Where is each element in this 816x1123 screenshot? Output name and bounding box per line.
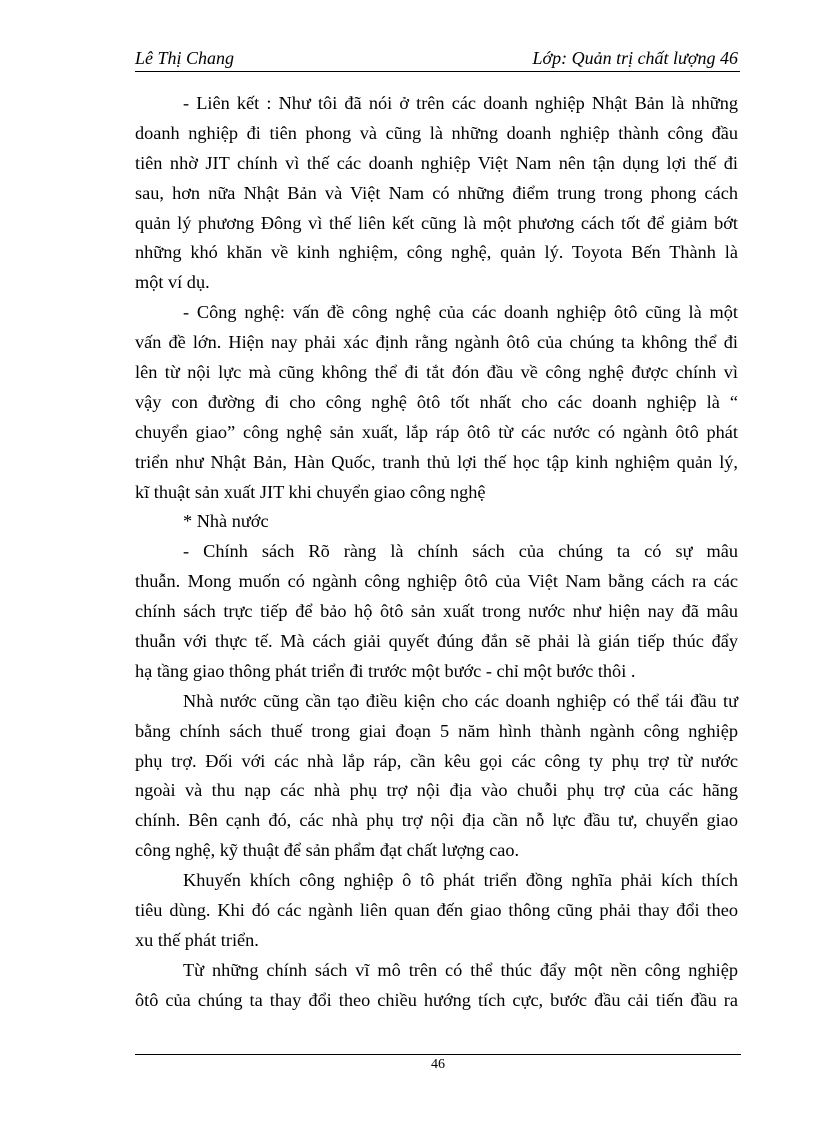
text-line: * Nhà nước	[183, 511, 269, 532]
paragraph	[135, 507, 738, 537]
text-line: chính sách trực tiếp để bảo hộ ôtô sản xuất trong nước như hiện nay đã mâu	[135, 601, 738, 622]
text-line: tiêu dùng. Khi đó các ngành liên quan đến giao thông cũng phải thay đổi theo	[135, 900, 738, 921]
page-number: 46	[431, 1057, 445, 1072]
text-line: ôtô của chúng ta thay đổi theo chiều hướng tích cực, bước đầu cải tiến đầu ra	[135, 989, 738, 1010]
text-line: lên từ nội lực mà cũng không thể đi tắt đón đầu về công nghệ được chính vì	[135, 362, 738, 383]
text-line: vấn đề lớn. Hiện nay phải xác định rằng ngành ôtô của chúng ta không thể đi	[135, 332, 738, 353]
text-line: chính. Bên cạnh đó, các nhà phụ trợ nội địa cần nỗ lực đầu tư, chuyển giao	[135, 810, 738, 831]
footer-rule	[135, 1054, 741, 1055]
paragraph	[135, 687, 738, 866]
text-line: công nghệ, kỹ thuật để sản phẩm đạt chất lượng cao.	[135, 840, 520, 861]
text-line: chuyển giao” công nghệ sản xuất, lắp ráp ôtô từ các nước có ngành ôtô phát	[135, 421, 738, 442]
text-line: những khó khăn về kinh nghiệm, công nghệ, quản lý. Toyota Bến Thành là	[135, 242, 738, 263]
text-line: một ví dụ.	[135, 272, 210, 293]
text-line: xu thế phát triển.	[135, 929, 259, 950]
text-line: hạ tầng giao thông phát triển đi trước một bước - chỉ một bước thôi .	[135, 660, 636, 681]
text-line: ngoài và thu nạp các nhà phụ trợ nội địa vào chuỗi phụ trợ của các hãng	[135, 780, 738, 801]
text-line: vậy con đường đi cho công nghệ ôtô tốt nhất cho các doanh nghiệp là “	[135, 391, 738, 412]
text-line: Từ những chính sách vĩ mô trên có thể thúc đẩy một nền công nghiệp	[183, 959, 738, 980]
text-line: Nhà nước cũng cần tạo điều kiện cho các doanh nghiệp có thể tái đầu tư	[183, 690, 738, 711]
text-line: - Liên kết : Như tôi đã nói ở trên các doanh nghiệp Nhật Bản là những	[183, 93, 738, 113]
text-line: Khuyến khích công nghiệp ô tô phát triển đồng nghĩa phải kích thích	[183, 870, 738, 891]
text-line: thuẫn với thực tế. Mà cách giải quyết đúng đắn sẽ phải là gián tiếp thúc đẩy	[135, 631, 738, 652]
text-line: tiên nhờ JIT chính vì thế các doanh nghiệp Việt Nam nên tận dụng lợi thế đi	[135, 152, 738, 173]
text-line: quản lý phương Đông vì thế liên kết cũng là một phương cách tốt để giảm bớt	[135, 212, 738, 233]
text-line: phụ trợ. Đối với các nhà lắp ráp, cần kêu gọi các công ty phụ trợ từ nước	[135, 750, 738, 771]
text-line: - Công nghệ: vấn đề công nghệ của các doanh nghiệp ôtô cũng là một	[183, 302, 738, 323]
document-body	[135, 89, 738, 1016]
text-line: kĩ thuật sản xuất JIT khi chuyển giao công nghệ	[135, 481, 486, 502]
text-line: bằng chính sách thuế trong giai đoạn 5 năm hình thành ngành công nghiệp	[135, 720, 738, 741]
paragraph	[135, 866, 738, 956]
paragraph	[135, 956, 738, 1016]
header-class: Lớp: Quản trị chất lượng 46	[532, 48, 738, 68]
paragraph	[135, 298, 738, 507]
header-author: Lê Thị Chang	[135, 48, 235, 68]
text-line: thuẫn. Mong muốn có ngành công nghiệp ôtô của Việt Nam bằng cách ra các	[135, 571, 738, 592]
paragraph	[135, 89, 738, 298]
text-line: doanh nghiệp đi tiên phong và cũng là những doanh nghiệp thành công đầu	[135, 122, 738, 143]
paragraph	[135, 537, 738, 686]
text-line: triển như Nhật Bản, Hàn Quốc, tranh thủ lợi thế học tập kinh nghiệm quản lý,	[135, 451, 738, 472]
text-line: - Chính sách Rõ ràng là chính sách của chúng ta có sự mâu	[183, 541, 738, 562]
text-line: sau, hơn nữa Nhật Bản và Việt Nam có những điểm trung trong phong cách	[135, 182, 738, 203]
page-header	[135, 47, 740, 72]
